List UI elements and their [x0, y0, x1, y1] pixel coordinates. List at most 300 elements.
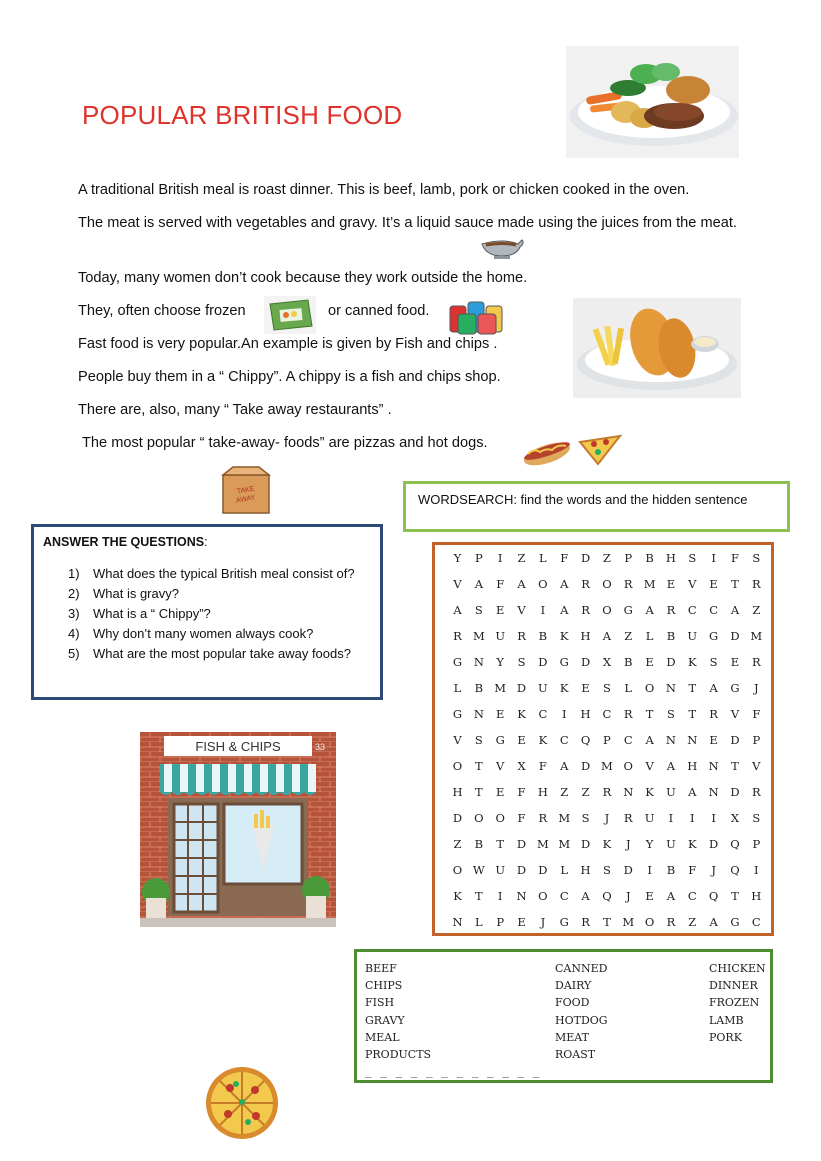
wordsearch-letter: D: [452, 811, 463, 825]
wordsearch-letter: T: [475, 785, 483, 799]
wordsearch-letter: M: [472, 629, 485, 643]
wordsearch-letter: D: [516, 837, 527, 851]
wordsearch-letter: J: [625, 837, 631, 851]
paragraph-gravy: The meat is served with vegetables and gravy. It’s a liquid sauce made using the juices from the meat.: [78, 215, 737, 231]
wordsearch-letter: A: [517, 577, 526, 591]
wordsearch-letter: X: [730, 811, 740, 825]
wordsearch-letter: O: [644, 915, 655, 929]
wordsearch-letter: M: [622, 915, 635, 929]
wordsearch-letter: V: [453, 733, 462, 747]
wordsearch-letter: H: [537, 785, 548, 799]
wordsearch-letter: V: [752, 759, 761, 773]
wordsearch-letter: D: [623, 863, 633, 877]
wordsearch-letter: E: [730, 655, 740, 669]
wordsearch-grid-row: [447, 551, 767, 565]
wordsearch-letter: B: [474, 837, 484, 851]
shop-sign-text: FISH & CHIPS: [195, 739, 281, 754]
wordsearch-letter: H: [665, 551, 676, 565]
wordsearch-grid-row: [447, 733, 767, 747]
svg-text:AWAY: AWAY: [235, 494, 256, 505]
wordsearch-letter: Y: [645, 837, 654, 851]
wordsearch-grid-row: [447, 707, 767, 721]
wordsearch-letter: R: [666, 915, 676, 929]
wordsearch-letter: S: [688, 551, 697, 565]
wordsearch-letter: G: [452, 707, 463, 721]
wordsearch-letter: A: [688, 785, 697, 799]
wordsearch-letter: V: [517, 603, 526, 617]
wordsearch-letter: C: [559, 733, 569, 747]
wordsearch-letter: K: [517, 707, 526, 721]
wordsearch-letter: C: [687, 889, 697, 903]
word-list-item: GRAVY: [365, 1014, 405, 1027]
takeaway-box-image: [219, 461, 273, 517]
wordsearch-letter: T: [475, 759, 483, 773]
word-list-item: PORK: [709, 1031, 742, 1044]
wordsearch-letter: E: [645, 655, 654, 669]
paragraph-pizza-hotdog: The most popular “ take-away- foods” are pizzas and hot dogs.: [82, 435, 488, 451]
wordsearch-letter: C: [538, 707, 548, 721]
wordsearch-letter: E: [645, 889, 654, 903]
wordsearch-letter: Z: [688, 915, 697, 929]
wordsearch-letter: I: [711, 551, 716, 565]
wordsearch-letter: R: [623, 577, 633, 591]
wordsearch-letter: A: [560, 603, 569, 617]
wordsearch-letter: X: [517, 759, 526, 773]
wordsearch-letter: H: [452, 785, 463, 799]
question-item: [68, 606, 211, 621]
shop-number-text: 33: [314, 742, 326, 752]
question-number: 1): [68, 566, 80, 581]
wordsearch-word-list: [354, 949, 773, 1083]
wordsearch-grid-row: [447, 863, 767, 877]
wordsearch-letter: O: [538, 889, 548, 903]
wordsearch-letter: A: [560, 759, 569, 773]
fish-and-chips-shop-image: [140, 732, 336, 927]
wordsearch-letter: G: [559, 655, 569, 669]
wordsearch-letter: T: [688, 681, 697, 695]
wordsearch-letter: I: [690, 811, 695, 825]
wordsearch-letter: B: [666, 629, 676, 643]
wordsearch-grid-row: [447, 577, 767, 591]
wordsearch-letter: B: [645, 551, 654, 565]
wordsearch-letter: U: [666, 837, 676, 851]
wordsearch-letter: P: [752, 837, 761, 851]
questions-heading: [43, 535, 208, 549]
wordsearch-letter: O: [602, 603, 612, 617]
wordsearch-letter: K: [538, 733, 548, 747]
wordsearch-letter: P: [603, 733, 611, 747]
wordsearch-letter: F: [517, 811, 526, 825]
wordsearch-letter: H: [751, 889, 762, 903]
wordsearch-letter: H: [687, 759, 698, 773]
wordsearch-letter: E: [517, 915, 526, 929]
wordsearch-instruction: WORDSEARCH: find the words and the hidden sentence: [418, 492, 748, 507]
wordsearch-letter: U: [644, 811, 655, 825]
wordsearch-letter: Q: [602, 889, 612, 903]
wordsearch-letter: L: [475, 915, 483, 929]
word-list-item: CANNED: [555, 962, 608, 975]
wordsearch-letter: M: [536, 837, 549, 851]
frozen-food-image: [264, 296, 316, 334]
canned-food-image: [444, 296, 514, 336]
wordsearch-letter: J: [625, 889, 631, 903]
wordsearch-letter: O: [623, 759, 633, 773]
wordsearch-letter: E: [495, 603, 505, 617]
wordsearch-letter: O: [644, 681, 655, 695]
paragraph-frozen-a: They, often choose frozen: [78, 303, 246, 319]
word-list-item: FISH: [365, 996, 395, 1009]
questions-box: [31, 524, 383, 700]
wordsearch-letter: T: [475, 889, 483, 903]
wordsearch-letter: O: [474, 811, 484, 825]
wordsearch-letter: T: [731, 759, 739, 773]
wordsearch-letter: R: [517, 629, 526, 643]
wordsearch-letter: C: [751, 915, 761, 929]
paragraph-fast-food: Fast food is very popular.An example is given by Fish and chips .: [78, 336, 498, 352]
wordsearch-grid-row: [447, 655, 767, 669]
wordsearch-letter: I: [647, 863, 652, 877]
wordsearch-letter: U: [687, 629, 698, 643]
wordsearch-letter: F: [688, 863, 697, 877]
wordsearch-letter: V: [496, 759, 505, 773]
wordsearch-letter: K: [687, 655, 697, 669]
wordsearch-letter: A: [453, 603, 462, 617]
wordsearch-letter: S: [752, 551, 761, 565]
wordsearch-letter: T: [731, 577, 739, 591]
hidden-sentence-blanks: _ _ _ _ _ _ _ _ _ _ _ _: [365, 1065, 541, 1078]
wordsearch-letter: D: [538, 863, 548, 877]
hotdog-image: [520, 436, 574, 466]
word-list-item: ROAST: [555, 1048, 596, 1061]
wordsearch-letter: I: [561, 707, 567, 721]
wordsearch-letter: F: [538, 759, 547, 773]
wordsearch-letter: R: [751, 785, 761, 799]
wordsearch-letter: R: [581, 603, 590, 617]
paragraph-chippy: People buy them in a “ Chippy”. A chippy is a fish and chips shop.: [78, 369, 501, 385]
question-number: 2): [68, 586, 80, 601]
wordsearch-letter: P: [624, 551, 633, 565]
wordsearch-letter: W: [472, 863, 485, 877]
roast-dinner-image: [566, 46, 739, 158]
wordsearch-letter: R: [453, 629, 462, 643]
word-list-item: CHICKEN: [709, 962, 766, 975]
wordsearch-letter: L: [539, 551, 547, 565]
wordsearch-letter: Z: [453, 837, 462, 851]
wordsearch-letter: G: [730, 915, 740, 929]
word-list-item: FOOD: [555, 996, 590, 1009]
wordsearch-letter: S: [581, 811, 590, 825]
wordsearch-letter: R: [751, 577, 761, 591]
wordsearch-letter: N: [516, 889, 527, 903]
wordsearch-letter: A: [645, 733, 654, 747]
wordsearch-letter: N: [452, 915, 463, 929]
questions-heading-label: ANSWER THE QUESTIONS: [43, 535, 205, 549]
wordsearch-letter: E: [495, 785, 505, 799]
wordsearch-letter: V: [730, 707, 740, 721]
wordsearch-letter: K: [687, 837, 697, 851]
wordsearch-letter: Q: [708, 889, 719, 903]
wordsearch-letter: N: [473, 655, 484, 669]
wordsearch-letter: Z: [581, 785, 590, 799]
wordsearch-letter: M: [601, 759, 613, 773]
wordsearch-letter: K: [559, 681, 569, 695]
wordsearch-letter: E: [581, 681, 590, 695]
wordsearch-letter: I: [754, 863, 759, 877]
wordsearch-letter: H: [580, 707, 591, 721]
question-item: [68, 626, 313, 641]
wordsearch-letter: S: [474, 603, 483, 617]
wordsearch-grid-row: [447, 785, 767, 799]
question-text: What is gravy?: [93, 586, 179, 601]
wordsearch-letter: D: [666, 655, 676, 669]
wordsearch-letter: M: [750, 629, 763, 643]
question-item: [68, 646, 351, 661]
wordsearch-letter: A: [581, 889, 590, 903]
wordsearch-letter: T: [688, 707, 697, 721]
wordsearch-letter: R: [602, 785, 612, 799]
wordsearch-letter: S: [752, 811, 761, 825]
wordsearch-letter: F: [730, 551, 739, 565]
wordsearch-letter: J: [604, 811, 610, 825]
question-text: Why don’t many women always cook?: [93, 626, 314, 641]
wordsearch-letter: R: [751, 655, 761, 669]
word-list-item: DAIRY: [555, 979, 592, 992]
wordsearch-letter: R: [623, 811, 633, 825]
wordsearch-grid-row: [447, 837, 767, 851]
wordsearch-letter: L: [645, 629, 654, 643]
wordsearch-letter: R: [538, 811, 548, 825]
wordsearch-letter: Q: [580, 733, 591, 747]
wordsearch-letter: U: [495, 629, 506, 643]
wordsearch-letter: K: [559, 629, 569, 643]
wordsearch-letter: R: [709, 707, 718, 721]
wordsearch-grid-row: [447, 811, 767, 825]
wordsearch-letter: Q: [730, 863, 740, 877]
wordsearch-letter: Z: [752, 603, 761, 617]
pizza-slice-image: [576, 432, 624, 466]
wordsearch-letter: T: [645, 707, 654, 721]
paragraph-takeaway: There are, also, many “ Take away restaurants” .: [78, 402, 392, 418]
wordsearch-letter: I: [711, 811, 716, 825]
question-text: What does the typical British meal consist of?: [93, 566, 355, 581]
wordsearch-letter: S: [666, 707, 675, 721]
wordsearch-letter: T: [603, 915, 611, 929]
wordsearch-grid: [432, 542, 774, 936]
wordsearch-letter: H: [580, 863, 591, 877]
question-number: 4): [68, 626, 80, 641]
wordsearch-letter: B: [474, 681, 484, 695]
wordsearch-letter: F: [517, 785, 526, 799]
svg-text:TAKE: TAKE: [236, 485, 256, 496]
wordsearch-letter: E: [666, 577, 676, 591]
wordsearch-letter: P: [752, 733, 761, 747]
wordsearch-letter: E: [709, 733, 718, 747]
wordsearch-letter: R: [581, 915, 590, 929]
wordsearch-letter: M: [558, 837, 571, 851]
wordsearch-letter: C: [623, 733, 633, 747]
wordsearch-grid-row: [447, 681, 767, 695]
wordsearch-letter: J: [754, 681, 759, 695]
wordsearch-letter: Z: [624, 629, 633, 643]
wordsearch-letter: R: [666, 603, 676, 617]
wordsearch-letter: A: [474, 577, 483, 591]
wordsearch-letter: G: [730, 681, 740, 695]
wordsearch-letter: Q: [730, 837, 740, 851]
wordsearch-letter: A: [645, 603, 654, 617]
word-list-item: BEEF: [365, 962, 397, 975]
wordsearch-letter: U: [495, 863, 506, 877]
question-number: 5): [68, 646, 80, 661]
wordsearch-instruction-box: [403, 481, 790, 532]
wordsearch-letter: G: [709, 629, 719, 643]
wordsearch-letter: A: [602, 629, 612, 643]
wordsearch-letter: P: [496, 915, 505, 929]
wordsearch-letter: V: [688, 577, 697, 591]
wordsearch-letter: D: [580, 759, 591, 773]
wordsearch-letter: K: [453, 889, 462, 903]
wordsearch-letter: K: [602, 837, 612, 851]
wordsearch-letter: A: [709, 915, 718, 929]
question-number: 3): [68, 606, 80, 621]
wordsearch-letter: T: [496, 837, 505, 851]
wordsearch-letter: D: [580, 551, 591, 565]
wordsearch-letter: S: [709, 655, 718, 669]
wordsearch-letter: J: [711, 863, 716, 877]
word-list-item: CHIPS: [365, 979, 403, 992]
wordsearch-letter: Z: [517, 551, 526, 565]
wordsearch-letter: D: [580, 655, 591, 669]
wordsearch-letter: G: [559, 915, 569, 929]
wordsearch-letter: A: [709, 681, 718, 695]
wordsearch-letter: U: [538, 681, 548, 695]
wordsearch-letter: D: [709, 837, 719, 851]
wordsearch-letter: N: [623, 785, 634, 799]
wordsearch-letter: L: [624, 681, 633, 695]
wordsearch-letter: B: [666, 863, 676, 877]
wordsearch-letter: A: [730, 603, 740, 617]
wordsearch-letter: V: [453, 577, 462, 591]
pizza-image: [200, 1064, 284, 1142]
questions-heading-colon: :: [204, 535, 208, 549]
wordsearch-letter: E: [709, 577, 718, 591]
question-text: What is a “ Chippy”?: [93, 606, 211, 621]
wordsearch-letter: C: [602, 707, 612, 721]
word-list-item: MEAL: [365, 1031, 400, 1044]
wordsearch-letter: O: [602, 577, 612, 591]
wordsearch-letter: D: [516, 681, 527, 695]
wordsearch-letter: Y: [496, 655, 504, 669]
wordsearch-grid-row: [447, 629, 767, 643]
wordsearch-letter: D: [538, 655, 548, 669]
wordsearch-letter: F: [560, 551, 569, 565]
question-text: What are the most popular take away foods?: [93, 646, 351, 661]
wordsearch-letter: O: [452, 759, 463, 773]
wordsearch-letter: H: [580, 629, 591, 643]
word-list-item: HOTDOG: [555, 1014, 608, 1027]
wordsearch-grid-row: [447, 603, 767, 617]
wordsearch-letter: I: [497, 889, 503, 903]
wordsearch-letter: L: [453, 681, 462, 695]
wordsearch-letter: D: [516, 863, 527, 877]
wordsearch-letter: Z: [602, 551, 611, 565]
wordsearch-letter: S: [474, 733, 483, 747]
wordsearch-letter: D: [580, 837, 591, 851]
word-list-item: FROZEN: [709, 996, 760, 1009]
wordsearch-letter: E: [495, 707, 505, 721]
fish-and-chips-image: [573, 298, 741, 398]
wordsearch-letter: N: [665, 681, 676, 695]
wordsearch-letter: M: [643, 577, 656, 591]
wordsearch-letter: N: [708, 785, 719, 799]
wordsearch-letter: E: [517, 733, 526, 747]
wordsearch-letter: U: [666, 785, 676, 799]
wordsearch-letter: N: [687, 733, 698, 747]
wordsearch-letter: X: [602, 655, 611, 669]
wordsearch-letter: I: [497, 551, 503, 565]
wordsearch-letter: O: [538, 577, 548, 591]
wordsearch-letter: C: [559, 889, 569, 903]
wordsearch-letter: Z: [560, 785, 569, 799]
wordsearch-letter: Y: [453, 551, 462, 565]
wordsearch-letter: C: [709, 603, 719, 617]
wordsearch-letter: A: [666, 759, 676, 773]
wordsearch-letter: N: [473, 707, 484, 721]
wordsearch-letter: M: [494, 681, 507, 695]
wordsearch-letter: F: [752, 707, 761, 721]
wordsearch-letter: K: [645, 785, 654, 799]
word-list-item: LAMB: [709, 1014, 744, 1027]
wordsearch-letter: V: [645, 759, 654, 773]
word-list-item: MEAT: [555, 1031, 589, 1044]
wordsearch-letter: I: [668, 811, 674, 825]
wordsearch-grid-row: [447, 759, 767, 773]
wordsearch-letter: N: [708, 759, 719, 773]
wordsearch-letter: R: [623, 707, 633, 721]
wordsearch-letter: N: [665, 733, 676, 747]
wordsearch-letter: L: [560, 863, 569, 877]
wordsearch-letter: G: [623, 603, 633, 617]
wordsearch-letter: D: [730, 733, 740, 747]
wordsearch-letter: F: [496, 577, 505, 591]
question-item: [68, 566, 355, 581]
wordsearch-letter: O: [452, 863, 463, 877]
wordsearch-letter: O: [495, 811, 505, 825]
word-list-item: DINNER: [709, 979, 758, 992]
paragraph-frozen-b: or canned food.: [328, 303, 430, 319]
paragraph-women-cook: Today, many women don’t cook because they work outside the home.: [78, 270, 528, 286]
wordsearch-letter: S: [517, 655, 526, 669]
wordsearch-letter: B: [624, 655, 633, 669]
wordsearch-letter: G: [452, 655, 463, 669]
wordsearch-letter: C: [687, 603, 697, 617]
wordsearch-letter: D: [730, 629, 740, 643]
wordsearch-letter: B: [538, 629, 548, 643]
wordsearch-letter: S: [602, 681, 611, 695]
word-list-item: PRODUCTS: [365, 1048, 432, 1061]
wordsearch-letter: A: [560, 577, 569, 591]
wordsearch-grid-row: [447, 889, 767, 903]
page-title: POPULAR BRITISH FOOD: [82, 100, 403, 130]
wordsearch-letter: S: [602, 863, 611, 877]
wordsearch-letter: T: [731, 889, 739, 903]
wordsearch-letter: J: [540, 915, 546, 929]
wordsearch-letter: G: [495, 733, 505, 747]
wordsearch-letter: R: [581, 577, 590, 591]
wordsearch-letter: M: [558, 811, 571, 825]
question-item: [68, 586, 179, 601]
paragraph-roast-dinner: A traditional British meal is roast dinner. This is beef, lamb, pork or chicken cooked in the oven.: [78, 182, 690, 198]
wordsearch-letter: D: [730, 785, 740, 799]
